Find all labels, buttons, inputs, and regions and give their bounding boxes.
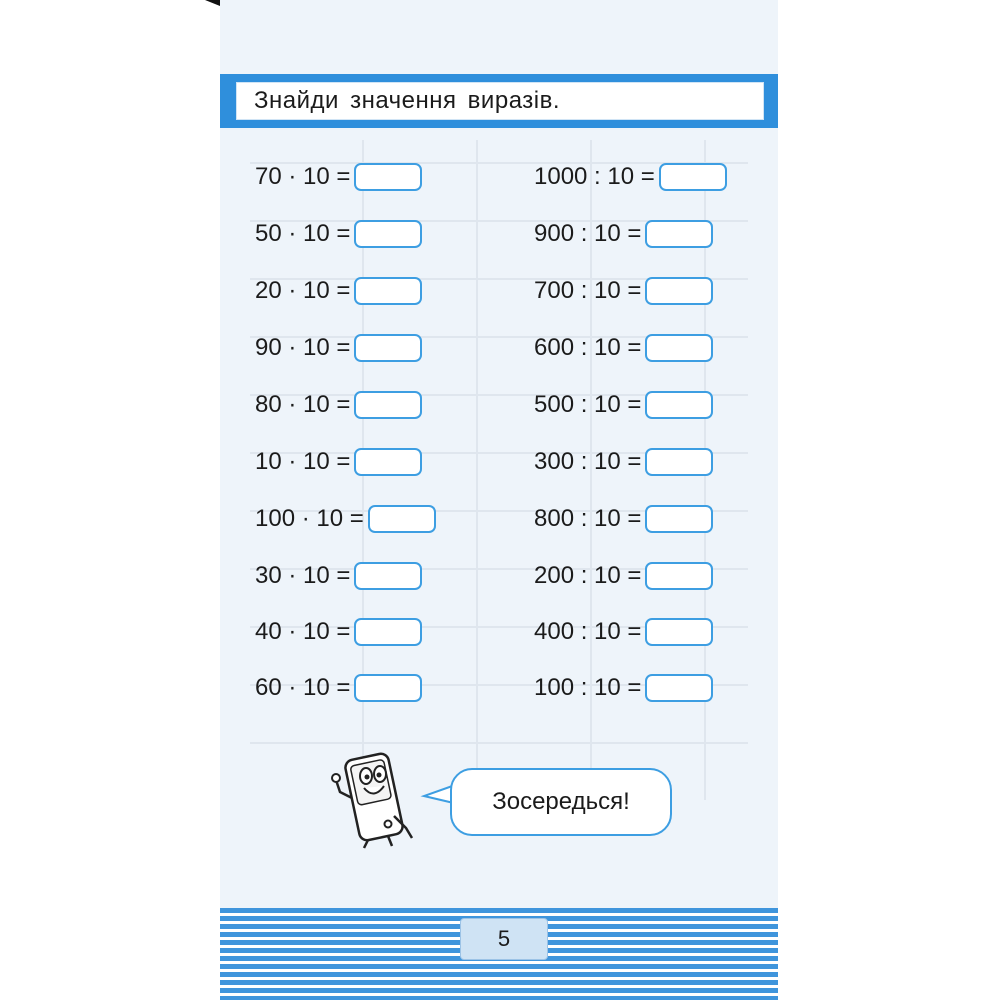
page-number: 5 — [460, 918, 548, 960]
expression: 300 : 10 = — [534, 448, 642, 475]
answer-box[interactable] — [645, 618, 713, 646]
workbook-page — [220, 0, 778, 1000]
expression-row — [534, 219, 713, 249]
answer-box[interactable] — [645, 334, 713, 362]
expression-row — [255, 561, 422, 591]
expression: 60 · 10 = — [255, 674, 351, 701]
expression-row — [255, 617, 422, 647]
expression-row — [534, 333, 713, 363]
answer-box[interactable] — [354, 618, 422, 646]
speech-bubble-text: Зосередься! — [492, 788, 630, 815]
answer-box[interactable] — [645, 391, 713, 419]
expression-row — [255, 504, 436, 534]
expression-row — [255, 276, 422, 306]
expression-row — [255, 447, 422, 477]
expression: 100 : 10 = — [534, 674, 642, 701]
answer-box[interactable] — [354, 562, 422, 590]
expression-row — [255, 673, 422, 703]
task-title-box — [236, 82, 764, 120]
answer-box[interactable] — [645, 505, 713, 533]
expression-row — [534, 390, 713, 420]
expression-row — [534, 504, 713, 534]
answer-box[interactable] — [354, 391, 422, 419]
task-title: Знайди значення виразів. — [254, 87, 561, 114]
expression: 400 : 10 = — [534, 618, 642, 645]
answer-box[interactable] — [354, 334, 422, 362]
answer-box[interactable] — [354, 674, 422, 702]
answer-box[interactable] — [645, 562, 713, 590]
speech-bubble — [450, 768, 672, 836]
expression-row — [534, 561, 713, 591]
expression: 90 · 10 = — [255, 334, 351, 361]
expression-row — [255, 162, 422, 192]
expression-row — [255, 219, 422, 249]
expression: 900 : 10 = — [534, 220, 642, 247]
expression: 700 : 10 = — [534, 277, 642, 304]
expression-row — [534, 162, 727, 192]
answer-box[interactable] — [645, 277, 713, 305]
expression-row — [534, 276, 713, 306]
expression: 500 : 10 = — [534, 391, 642, 418]
expression-row — [255, 333, 422, 363]
answer-box[interactable] — [645, 220, 713, 248]
expression-row — [534, 617, 713, 647]
expression: 30 · 10 = — [255, 562, 351, 589]
expression: 600 : 10 = — [534, 334, 642, 361]
answer-box[interactable] — [354, 163, 422, 191]
answer-box[interactable] — [659, 163, 727, 191]
expression: 10 · 10 = — [255, 448, 351, 475]
expression: 50 · 10 = — [255, 220, 351, 247]
answer-box[interactable] — [354, 220, 422, 248]
answer-box[interactable] — [645, 448, 713, 476]
expression: 20 · 10 = — [255, 277, 351, 304]
robot-mascot-icon — [330, 750, 430, 850]
expression: 1000 : 10 = — [534, 163, 655, 190]
expression-row — [534, 447, 713, 477]
expression-row — [534, 673, 713, 703]
expression: 100 · 10 = — [255, 505, 364, 532]
answer-box[interactable] — [354, 448, 422, 476]
expression-row — [255, 390, 422, 420]
answer-box[interactable] — [354, 277, 422, 305]
expression: 200 : 10 = — [534, 562, 642, 589]
expression: 70 · 10 = — [255, 163, 351, 190]
expression: 40 · 10 = — [255, 618, 351, 645]
expression: 800 : 10 = — [534, 505, 642, 532]
expression: 80 · 10 = — [255, 391, 351, 418]
answer-box[interactable] — [645, 674, 713, 702]
task-title-bar — [220, 74, 778, 128]
answer-box[interactable] — [368, 505, 436, 533]
